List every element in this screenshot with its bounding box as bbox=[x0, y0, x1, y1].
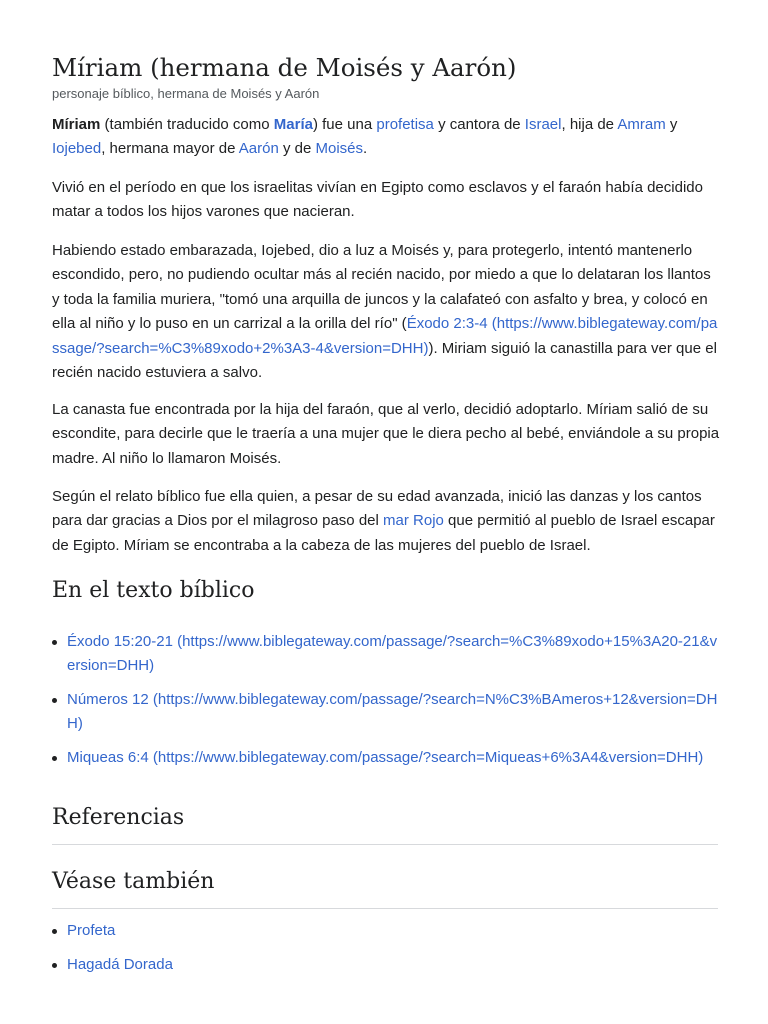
page-title: Míriam (hermana de Moisés y Aarón) bbox=[52, 53, 517, 82]
list-see-also bbox=[52, 919, 718, 977]
heading-vease-tambien: Véase también bbox=[52, 866, 718, 909]
link-aaron[interactable]: Aarón bbox=[238, 140, 279, 158]
list-item bbox=[52, 746, 718, 770]
link-numeros-12[interactable]: Números 12 (https://www.biblegateway.com/passage/?search=N%C3%BAmeros+12&version=DHH) bbox=[67, 691, 718, 732]
heading-referencias: Referencias bbox=[52, 802, 718, 845]
paragraph-text: que permitió al pueblo de Israel escapar de Egipto. Míriam se encontraba a la cabeza de las mujeres del pueblo de Israel. bbox=[52, 512, 715, 554]
link-profeta[interactable]: Profeta bbox=[67, 922, 116, 939]
link-mar-rojo[interactable]: mar Rojo bbox=[383, 512, 444, 530]
page-subtitle: personaje bíblico, hermana de Moisés y Aarón bbox=[52, 86, 320, 101]
link-profetisa[interactable]: profetisa bbox=[376, 116, 434, 133]
paragraph-egypt: Vivió en el período en que los israelitas vivían en Egipto como esclavos y el faraón había decidido matar a todos los hijos varones que nacieran. bbox=[52, 179, 703, 221]
link-miqueas-6-4[interactable]: Miqueas 6:4 (https://www.biblegateway.com/passage/?search=Miqueas+6%3A4&version=DHH) bbox=[67, 749, 704, 766]
paragraph-text: Según el relato bíblico fue ella quien, a pesar de su edad avanzada, inició las danzas y los cantos para dar gracias a Dios por el milagroso paso del bbox=[52, 488, 702, 530]
list-item bbox=[52, 630, 718, 678]
intro-text: y bbox=[665, 116, 678, 133]
link-hagada-dorada[interactable]: Hagadá Dorada bbox=[67, 956, 173, 973]
paragraph-text: ). Miriam siguió la canastilla para ver que el recién nacido estuviera a salvo. bbox=[52, 339, 717, 382]
intro-text: y de bbox=[278, 140, 316, 158]
link-israel[interactable]: Israel bbox=[524, 116, 562, 133]
link-amram[interactable]: Amram bbox=[617, 116, 666, 133]
link-exodo-2-3-4[interactable]: Éxodo 2:3-4 (https://www.biblegateway.com/passage/?search=%C3%89xodo+2%3A3-4&version=DHH) bbox=[52, 315, 718, 357]
link-maria[interactable]: María bbox=[273, 116, 313, 133]
intro-text: , hermana mayor de bbox=[101, 140, 239, 158]
link-iojebed[interactable]: Iojebed bbox=[52, 140, 102, 158]
list-item bbox=[52, 919, 718, 943]
intro-text: y cantora de bbox=[433, 116, 525, 133]
paragraph-red-sea bbox=[52, 485, 720, 558]
list-item bbox=[52, 953, 718, 977]
paragraph-text: Habiendo estado embarazada, Iojebed, dio a luz a Moisés y, para protegerlo, intentó mantenerlo escondido, pero, no pudiendo ocultar más al recién nacido, por miedo a que lo delataran los llantos y toda la familia muriera, "tomó una arquilla de juncos y la calafateó con asfalto y brea, y colocó en ella al niño y lo puso en un carrizal a la orilla del río" ( bbox=[52, 242, 711, 333]
list-biblical-refs bbox=[52, 630, 718, 770]
intro-text: (también traducido como bbox=[100, 116, 274, 133]
intro-text: . bbox=[363, 140, 368, 158]
link-moises[interactable]: Moisés bbox=[315, 140, 364, 158]
list-item bbox=[52, 688, 718, 736]
paragraph-adoption: La canasta fue encontrada por la hija del faraón, que al verlo, decidió adoptarlo. Míriam salió de su escondite, para decirle que le traería a una mujer que le diera pecho al bebé, enviándole a su propia madre. Al niño lo llamaron Moisés. bbox=[52, 401, 720, 467]
paragraph-moses-birth bbox=[52, 239, 720, 385]
intro-text: , hija de bbox=[561, 116, 618, 133]
link-exodo-15[interactable]: Éxodo 15:20-21 (https://www.biblegateway.com/passage/?search=%C3%89xodo+15%3A20-21&version=DHH) bbox=[67, 633, 718, 674]
intro-text: ) fue una bbox=[312, 116, 377, 133]
heading-texto-biblico: En el texto bíblico bbox=[52, 578, 255, 603]
intro-paragraph bbox=[52, 113, 720, 162]
subject-name: Míriam bbox=[52, 116, 101, 133]
